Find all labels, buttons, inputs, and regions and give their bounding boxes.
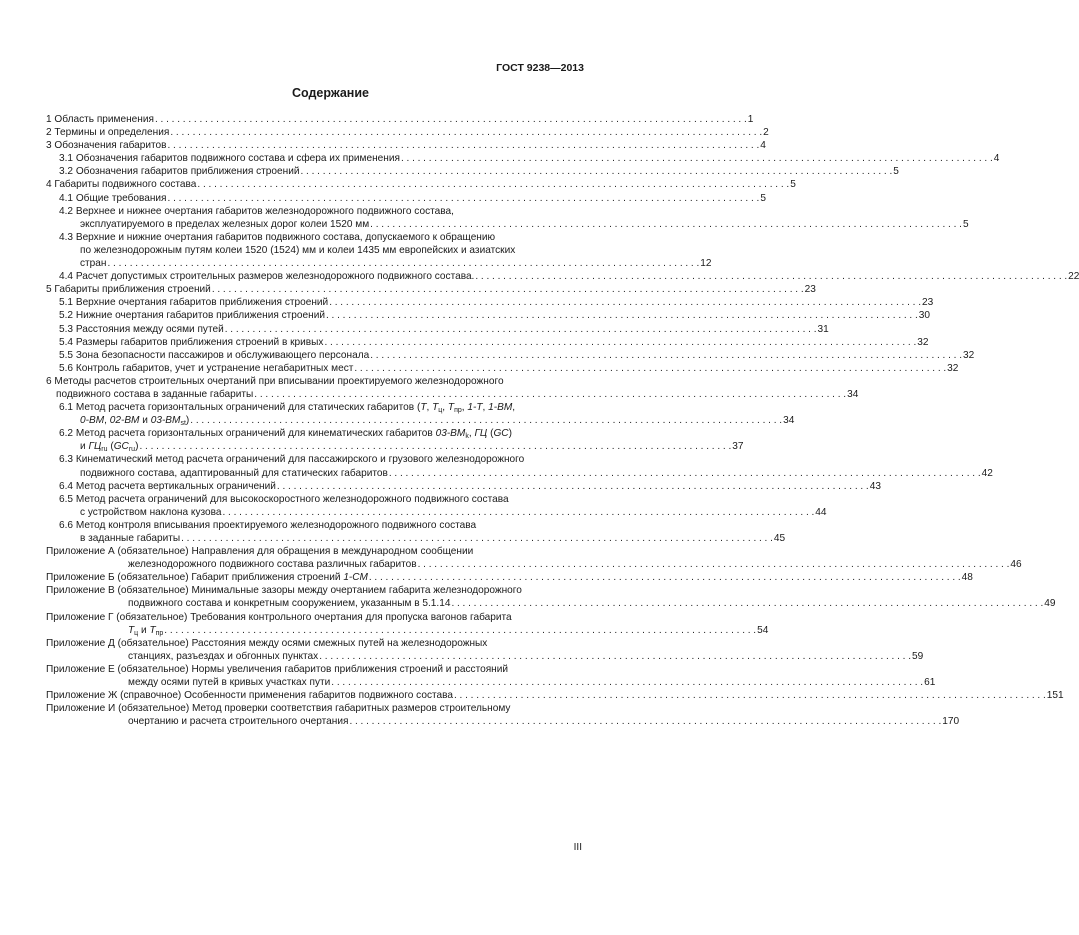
toc-page-number: 43: [869, 480, 881, 492]
toc-entry[interactable]: [46, 375, 859, 401]
page-title: Содержание: [291, 86, 369, 100]
toc-leader-dots: . . . . . . . . . . . . . . . . . . . . . . . . . . . . . . . . . . . . . . . . . . . . . . . . . . . . . . . . . . . . . . . . . . . . . . . . . . . . . . . . . . . . . . . . . . . . . . . . . . . . . . . . . . .: [224, 323, 817, 335]
toc-entry[interactable]: [46, 493, 827, 519]
toc-leader-dots: . . . . . . . . . . . . . . . . . . . . . . . . . . . . . . . . . . . . . . . . . . . . . . . . . . . . . . . . . . . . . . . . . . . . . . . . . . . . . . . . . . . . . . . . . . . . . . . . . . . . . . . . . . .: [331, 677, 924, 689]
toc-entry[interactable]: [46, 336, 929, 349]
toc-entry-text: Приложение А (обязательное) Направления для обращения в международном сообщении: [46, 546, 474, 558]
toc-page-number: 37: [732, 441, 744, 453]
toc-page-number: 2: [763, 127, 769, 139]
toc-entry-text: 5.5 Зона безопасности пассажиров и обслуживающего персонала: [59, 349, 370, 361]
toc-entry[interactable]: [46, 637, 924, 663]
toc-entry[interactable]: [46, 205, 969, 231]
toc-page-number: 31: [817, 323, 829, 335]
toc-entry-text: 6.6 Метод контроля вписывания проектируемого железнодорожного подвижного состава: [59, 519, 477, 531]
toc-leader-dots: . . . . . . . . . . . . . . . . . . . . . . . . . . . . . . . . . . . . . . . . . . . . . . . . . . . . . . . . . . . . . . . . . . . . . . . . . . . . . . . . . . . . . . . . . . . . . . . . . . . . . . . . . . .: [107, 258, 700, 270]
toc-page-number: 5: [790, 179, 796, 191]
toc-entry-text: очертанию и расчета строительного очертания: [128, 716, 349, 728]
toc-entry-text: 5.4 Размеры габаритов приближения строений в кривых: [59, 336, 324, 348]
toc-page-number: 1: [747, 114, 754, 125]
toc-entry-text: по железнодорожным путям колеи 1520 (1524) мм и колеи 1435 мм европейских и азиатских: [80, 244, 516, 256]
toc-leader-dots: . . . . . . . . . . . . . . . . . . . . . . . . . . . . . . . . . . . . . . . . . . . . . . . . . . . . . . . . . . . . . . . . . . . . . . . . . . . . . . . . . . . . . . . . . . . . . . . . . . . . . . . . . . .: [349, 716, 942, 728]
toc-entry-text: 1 Область применения: [46, 114, 154, 125]
toc-page-number: 32: [963, 349, 975, 361]
toc-entry-text: 5.1 Верхние очертания габаритов приближения строений: [59, 297, 329, 309]
toc-entry-text: 5.2 Нижние очертания габаритов приближения строений: [59, 310, 325, 322]
toc-entry-text: Приложение В (обязательное) Минимальные зазоры между очертанием габарита железнодорожного: [46, 585, 522, 597]
toc-entry[interactable]: [46, 309, 931, 322]
toc-page-number: 45: [773, 533, 786, 544]
toc-entry[interactable]: [46, 139, 766, 152]
toc-leader-dots: . . . . . . . . . . . . . . . . . . . . . . . . . . . . . . . . . . . . . . . . . . . . . . . . . . . . . . . . . . . . . . . . . . . . . . . . . . . . . . . . . . . . . . . . . . . . . . . . . . . . . . . . . . .: [190, 415, 783, 427]
toc-page-number: 34: [847, 388, 859, 400]
toc-entry[interactable]: [46, 480, 881, 493]
toc-entry-text: Приложение Б (обязательное) Габарит приближения строений 1-СМ: [46, 572, 368, 584]
toc-leader-dots: . . . . . . . . . . . . . . . . . . . . . . . . . . . . . . . . . . . . . . . . . . . . . . . . . . . . . . . . . . . . . . . . . . . . . . . . . . . . . . . . . . . . . . . . . . . . . . . . . . . . . . . . . . .: [170, 127, 763, 139]
toc-leader-dots: . . . . . . . . . . . . . . . . . . . . . . . . . . . . . . . . . . . . . . . . . . . . . . . . . . . . . . . . . . . . . . . . . . . . . . . . . . . . . . . . . . . . . . . . . . . . . . . . . . . . . . . . . . .: [388, 467, 981, 479]
toc-page-number: 23: [921, 297, 934, 309]
toc-entry-text: 3 Обозначения габаритов: [46, 140, 167, 152]
toc-entry[interactable]: [46, 453, 993, 479]
toc-entry[interactable]: [46, 113, 754, 126]
toc-entry-text: 3.2 Обозначения габаритов приближения строений: [59, 166, 300, 178]
toc-entry-text: 6.2 Метод расчета горизонтальных ограничений для кинематических габаритов $03-ВМ_k$, ГЦ (GC): [59, 428, 512, 441]
toc-entry-text: железнодорожного подвижного состава различных габаритов: [128, 559, 417, 571]
toc-page-number: 12: [700, 258, 712, 270]
toc-page-number: 151: [1046, 690, 1064, 702]
toc-leader-dots: . . . . . . . . . . . . . . . . . . . . . . . . . . . . . . . . . . . . . . . . . . . . . . . . . . . . . . . . . . . . . . . . . . . . . . . . . . . . . . . . . . . . . . . . . . . . . . . . . . . . . . . . . . .: [167, 192, 760, 204]
toc-entry[interactable]: [46, 283, 816, 296]
toc-entry[interactable]: [46, 126, 769, 139]
toc-leader-dots: . . . . . . . . . . . . . . . . . . . . . . . . . . . . . . . . . . . . . . . . . . . . . . . . . . . . . . . . . . . . . . . . . . . . . . . . . . . . . . . . . . . . . . . . . . . . . . . . . . . . . . . . . . .: [319, 650, 912, 662]
toc-entry[interactable]: [46, 545, 1022, 571]
toc-leader-dots: . . . . . . . . . . . . . . . . . . . . . . . . . . . . . . . . . . . . . . . . . . . . . . . . . . . . . . . . . . . . . . . . . . . . . . . . . . . . . . . . . . . . . . . . . . . . . . . . . . . . . . . . . . .: [354, 362, 947, 374]
toc-entry-text: 4.4 Расчет допустимых строительных размеров железнодорожного подвижного состава.: [59, 271, 475, 283]
toc-page-number: 42: [981, 467, 993, 479]
toc-entry-text: 4.2 Верхнее и нижнее очертания габаритов железнодорожного подвижного состава,: [59, 205, 454, 217]
toc-entry-text: $Т_ц$ и $Т_{пр}$: [128, 624, 164, 637]
toc-entry[interactable]: [46, 519, 786, 545]
toc-leader-dots: . . . . . . . . . . . . . . . . . . . . . . . . . . . . . . . . . . . . . . . . . . . . . . . . . . . . . . . . . . . . . . . . . . . . . . . . . . . . . . . . . . . . . . . . . . . . . . . . . . . . . . . . . . .: [276, 480, 869, 492]
toc-entry[interactable]: [46, 584, 1056, 610]
toc-entry-text: Приложение Г (обязательное) Требования контрольного очертания для пропуска вагонов габарита: [46, 611, 512, 623]
toc-leader-dots: . . . . . . . . . . . . . . . . . . . . . . . . . . . . . . . . . . . . . . . . . . . . . . . . . . . . . . . . . . . . . . . . . . . . . . . . . . . . . . . . . . . . . . . . . . . . . . . . . . . . . . . . . . .: [400, 153, 993, 165]
toc-entry[interactable]: [46, 689, 1064, 702]
toc-entry-text: 6.4 Метод расчета вертикальных ограничений: [59, 480, 276, 492]
toc-entry[interactable]: [46, 165, 899, 178]
toc-page-number: 49: [1044, 598, 1056, 610]
toc-entry-text: Приложение Е (обязательное) Нормы увеличения габаритов приближения строений и расстояний: [46, 663, 509, 675]
toc-page-number: 32: [947, 362, 959, 374]
toc-leader-dots: . . . . . . . . . . . . . . . . . . . . . . . . . . . . . . . . . . . . . . . . . . . . . . . . . . . . . . . . . . . . . . . . . . . . . . . . . . . . . . . . . . . . . . . . . . . . . . . . . . . . . . . . . . .: [370, 218, 962, 230]
toc-page-number: 61: [924, 677, 936, 689]
toc-leader-dots: . . . . . . . . . . . . . . . . . . . . . . . . . . . . . . . . . . . . . . . . . . . . . . . . . . . . . . . . . . . . . . . . . . . . . . . . . . . . . . . . . . . . . . . . . . . . . . . . . . . . . . . . . . .: [222, 506, 815, 518]
toc-entry-text: между осями путей в кривых участках пути: [128, 677, 331, 689]
toc-leader-dots: . . . . . . . . . . . . . . . . . . . . . . . . . . . . . . . . . . . . . . . . . . . . . . . . . . . . . . . . . . . . . . . . . . . . . . . . . . . . . . . . . . . . . . . . . . . . . . . . . . . . . . . . . . .: [370, 349, 963, 361]
toc-leader-dots: . . . . . . . . . . . . . . . . . . . . . . . . . . . . . . . . . . . . . . . . . . . . . . . . . . . . . . . . . . . . . . . . . . . . . . . . . . . . . . . . . . . . . . . . . . . . . . . . . . . . . . . . . . .: [453, 690, 1046, 702]
toc-page-number: 30: [918, 310, 931, 322]
toc-leader-dots: . . . . . . . . . . . . . . . . . . . . . . . . . . . . . . . . . . . . . . . . . . . . . . . . . . . . . . . . . . . . . . . . . . . . . . . . . . . . . . . . . . . . . . . . . . . . . . . . . . . . . . . . . . .: [325, 310, 918, 322]
toc-entry-text: 4.3 Верхние и нижние очертания габаритов подвижного состава, допускаемого к обращению: [59, 231, 496, 243]
toc-entry-text: подвижного состава и конкретным сооружением, указанным в 5.1.14: [128, 598, 451, 610]
toc-leader-dots: . . . . . . . . . . . . . . . . . . . . . . . . . . . . . . . . . . . . . . . . . . . . . . . . . . . . . . . . . . . . . . . . . . . . . . . . . . . . . . . . . . . . . . . . . . . . . . . . . . . . . . . . . . .: [167, 140, 760, 152]
toc-page-number: 32: [917, 336, 929, 348]
toc-entry-text: 4.1 Общие требования: [59, 192, 167, 204]
toc-leader-dots: . . . . . . . . . . . . . . . . . . . . . . . . . . . . . . . . . . . . . . . . . . . . . . . . . . . . . . . . . . . . . . . . . . . . . . . . . . . . . . . . . . . . . . . . . . . . . . . . . . . . . . . . . . .: [254, 388, 847, 400]
toc-entry[interactable]: [46, 362, 959, 375]
toc-entry[interactable]: [46, 401, 795, 428]
toc-entry-text: 6.3 Кинематический метод расчета ограничений для пассажирского и грузового железнодорожного: [59, 454, 525, 466]
toc-page-number: 54: [757, 624, 769, 636]
toc-entry-text: 5.3 Расстояния между осями путей: [59, 323, 224, 335]
toc-entry-text: эксплуатируемого в пределах железных дорог колеи 1520 мм: [80, 218, 370, 230]
toc-page-number: 44: [815, 506, 827, 518]
toc-leader-dots: . . . . . . . . . . . . . . . . . . . . . . . . . . . . . . . . . . . . . . . . . . . . . . . . . . . . . . . . . . . . . . . . . . . . . . . . . . . . . . . . . . . . . . . . . . . . . . . . . . . . . . . . . . .: [211, 284, 804, 296]
toc-leader-dots: . . . . . . . . . . . . . . . . . . . . . . . . . . . . . . . . . . . . . . . . . . . . . . . . . . . . . . . . . . . . . . . . . . . . . . . . . . . . . . . . . . . . . . . . . . . . . . . . . . . . . . . . . . .: [329, 297, 921, 309]
toc-entry[interactable]: [46, 270, 1079, 283]
toc-entry-text: Приложение Д (обязательное) Расстояния между осями смежных путей на железнодорожных: [46, 637, 488, 649]
toc-leader-dots: . . . . . . . . . . . . . . . . . . . . . . . . . . . . . . . . . . . . . . . . . . . . . . . . . . . . . . . . . . . . . . . . . . . . . . . . . . . . . . . . . . . . . . . . . . . . . . . . . . . . . . . . . . .: [181, 533, 773, 544]
toc-leader-dots: . . . . . . . . . . . . . . . . . . . . . . . . . . . . . . . . . . . . . . . . . . . . . . . . . . . . . . . . . . . . . . . . . . . . . . . . . . . . . . . . . . . . . . . . . . . . . . . . . . . . . . . . . . .: [451, 598, 1044, 610]
toc-leader-dots: . . . . . . . . . . . . . . . . . . . . . . . . . . . . . . . . . . . . . . . . . . . . . . . . . . . . . . . . . . . . . . . . . . . . . . . . . . . . . . . . . . . . . . . . . . . . . . . . . . . . . . . . . . .: [368, 572, 961, 584]
toc-page-number: 5: [893, 166, 899, 178]
page-number: III: [573, 842, 582, 853]
toc-entry[interactable]: [46, 192, 766, 205]
toc-leader-dots: . . . . . . . . . . . . . . . . . . . . . . . . . . . . . . . . . . . . . . . . . . . . . . . . . . . . . . . . . . . . . . . . . . . . . . . . . . . . . . . . . . . . . . . . . . . . . . . . . . . . . . . . . . .: [417, 559, 1010, 571]
table-of-contents: [46, 113, 1079, 728]
toc-entry-text: 2 Термины и определения: [46, 127, 170, 139]
toc-leader-dots: . . . . . . . . . . . . . . . . . . . . . . . . . . . . . . . . . . . . . . . . . . . . . . . . . . . . . . . . . . . . . . . . . . . . . . . . . . . . . . . . . . . . . . . . . . . . . . . . . . . . . . . . . . .: [154, 114, 747, 125]
toc-entry-text: 6.5 Метод расчета ограничений для высокоскоростного железнодорожного подвижного состава: [59, 493, 509, 505]
toc-leader-dots: . . . . . . . . . . . . . . . . . . . . . . . . . . . . . . . . . . . . . . . . . . . . . . . . . . . . . . . . . . . . . . . . . . . . . . . . . . . . . . . . . . . . . . . . . . . . . . . . . . . . . . . . . . .: [475, 271, 1068, 283]
toc-page-number: 5: [962, 218, 969, 230]
toc-entry[interactable]: [46, 152, 1000, 165]
toc-page-number: 34: [783, 415, 795, 427]
toc-entry[interactable]: [46, 702, 960, 728]
toc-entry-text: 6 Методы расчетов строительных очертаний при вписывании проектируемого железнодорожного: [46, 375, 504, 387]
toc-page-number: 170: [942, 716, 960, 728]
toc-entry[interactable]: [46, 611, 769, 637]
toc-entry-text: 3.1 Обозначения габаритов подвижного состава и сфера их применения: [59, 153, 400, 165]
toc-entry-text: Приложение Ж (справочное) Особенности применения габаритов подвижного состава: [46, 690, 453, 702]
toc-entry-text: с устройством наклона кузова: [80, 506, 222, 518]
standard-number: ГОСТ 9238—2013: [496, 62, 584, 74]
toc-entry-text: подвижного состава в заданные габариты: [56, 388, 254, 400]
toc-page-number: 46: [1010, 559, 1022, 571]
toc-entry[interactable]: [46, 231, 712, 270]
toc-entry[interactable]: [46, 663, 936, 689]
toc-entry-text: 4 Габариты подвижного состава: [46, 179, 197, 191]
toc-entry-text: и $ГЦ_{ru}$ $(GC_{ru})$: [80, 441, 139, 454]
toc-entry[interactable]: [46, 349, 975, 362]
toc-entry[interactable]: [46, 178, 796, 191]
toc-page-number: 4: [993, 153, 1000, 165]
toc-entry[interactable]: [46, 296, 934, 309]
toc-leader-dots: . . . . . . . . . . . . . . . . . . . . . . . . . . . . . . . . . . . . . . . . . . . . . . . . . . . . . . . . . . . . . . . . . . . . . . . . . . . . . . . . . . . . . . . . . . . . . . . . . . . . . . . . . . .: [300, 166, 893, 178]
toc-page-number: 22: [1068, 271, 1079, 283]
toc-entry[interactable]: [46, 323, 829, 336]
toc-leader-dots: . . . . . . . . . . . . . . . . . . . . . . . . . . . . . . . . . . . . . . . . . . . . . . . . . . . . . . . . . . . . . . . . . . . . . . . . . . . . . . . . . . . . . . . . . . . . . . . . . . . . . . . . . . .: [324, 336, 917, 348]
toc-leader-dots: . . . . . . . . . . . . . . . . . . . . . . . . . . . . . . . . . . . . . . . . . . . . . . . . . . . . . . . . . . . . . . . . . . . . . . . . . . . . . . . . . . . . . . . . . . . . . . . . . . . . . . . . . . .: [139, 441, 732, 453]
toc-page-number: 5: [760, 192, 766, 204]
toc-entry-text: стран: [80, 258, 107, 270]
toc-entry[interactable]: [46, 427, 744, 454]
toc-entry-text: 5 Габариты приближения строений: [46, 284, 211, 296]
toc-page-number: 59: [912, 650, 924, 662]
toc-page-number: 48: [961, 572, 973, 584]
toc-entry-text: станциях, разъездах и обгонных пунктах: [128, 650, 319, 662]
toc-entry-text: 5.6 Контроль габаритов, учет и устранение негабаритных мест: [59, 362, 354, 374]
toc-leader-dots: . . . . . . . . . . . . . . . . . . . . . . . . . . . . . . . . . . . . . . . . . . . . . . . . . . . . . . . . . . . . . . . . . . . . . . . . . . . . . . . . . . . . . . . . . . . . . . . . . . . . . . . . . . .: [164, 624, 757, 636]
toc-page-number: 4: [760, 140, 766, 152]
toc-entry-text: подвижного состава, адаптированный для статических габаритов: [80, 467, 388, 479]
toc-page-number: 23: [804, 284, 816, 296]
toc-entry-text: 0-ВМ, 02-ВМ и $03-ВМ_{st}$): [80, 415, 190, 428]
toc-entry-text: Приложение И (обязательное) Метод проверки соответствия габаритных размеров строительному: [46, 703, 511, 715]
toc-leader-dots: . . . . . . . . . . . . . . . . . . . . . . . . . . . . . . . . . . . . . . . . . . . . . . . . . . . . . . . . . . . . . . . . . . . . . . . . . . . . . . . . . . . . . . . . . . . . . . . . . . . . . . . . . . .: [197, 179, 790, 191]
toc-entry[interactable]: [46, 571, 973, 584]
toc-entry-text: 6.1 Метод расчета горизонтальных ограничений для статических габаритов (Т, $Т_ц$, $Т_{пр}$, 1-Т, 1-ВМ,: [59, 402, 516, 415]
toc-entry-text: в заданные габариты: [80, 533, 181, 544]
